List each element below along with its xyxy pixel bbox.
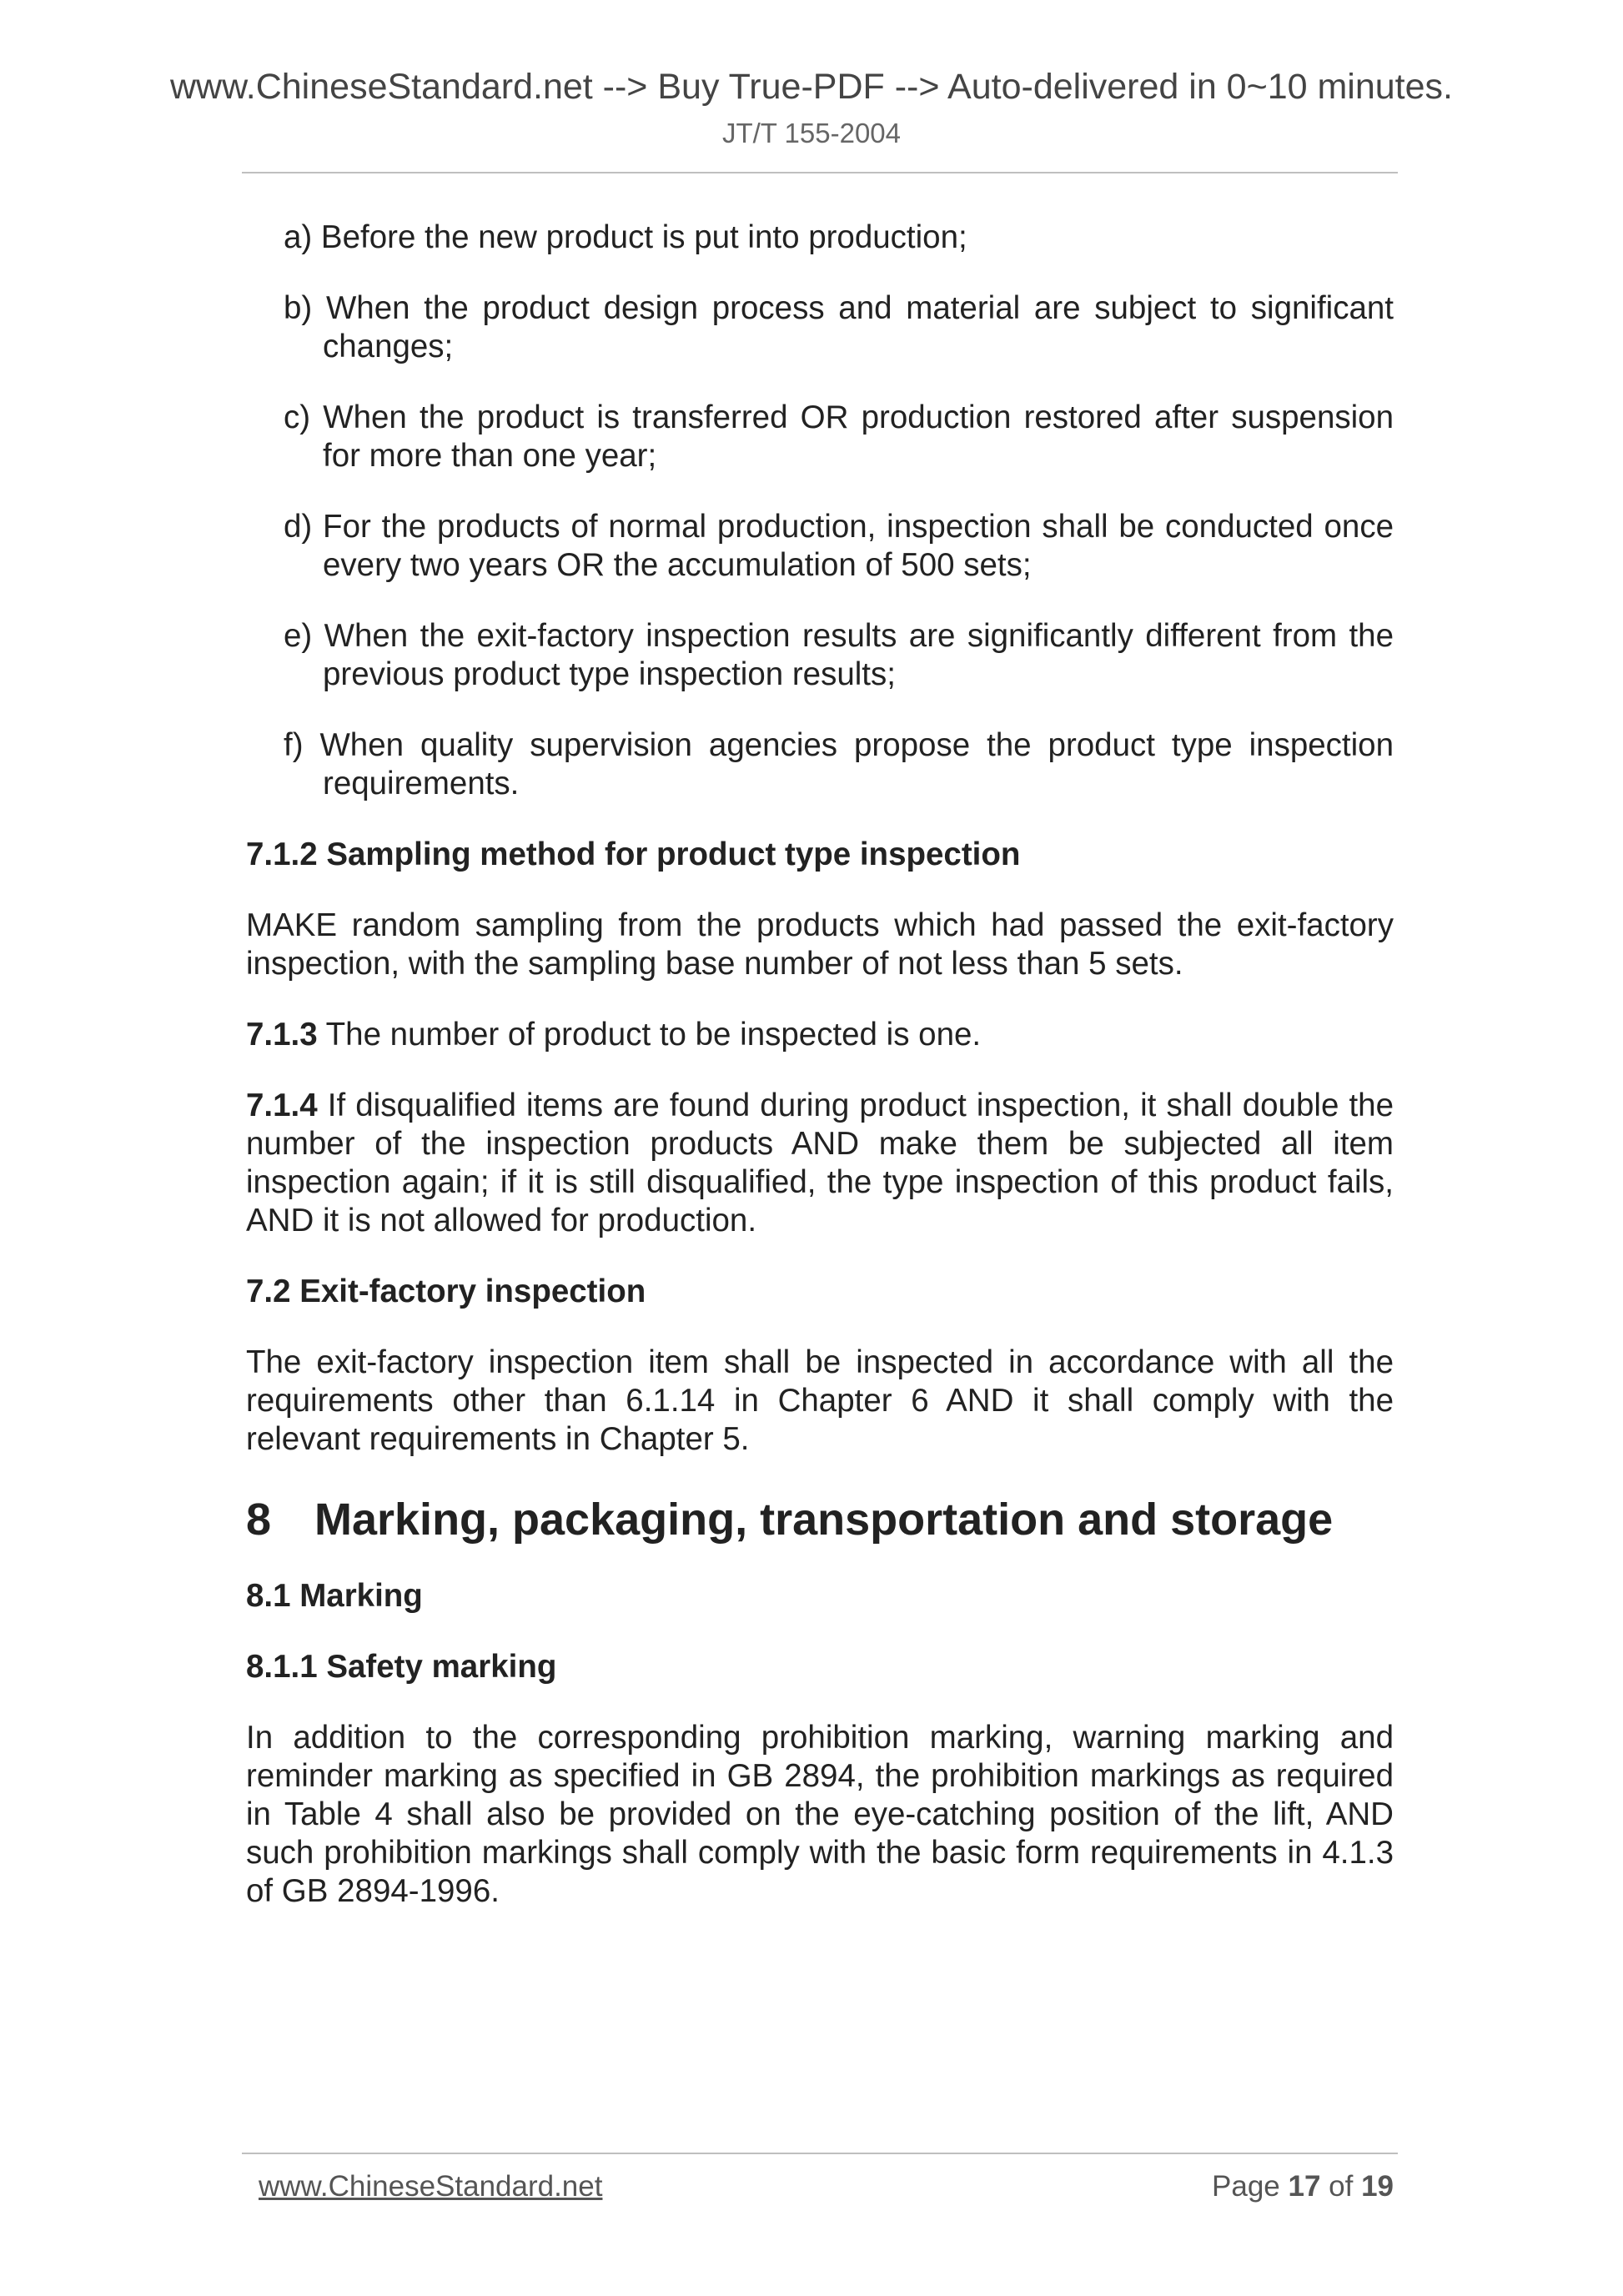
paragraph-7-1-2: MAKE random sampling from the products which had passed the exit-factory inspection, with the sampling base number of not less than 5 sets. [246,907,1394,982]
page-total: 19 [1361,2170,1394,2203]
page-current: 17 [1288,2170,1321,2203]
document-id: JT/T 155-2004 [721,118,902,148]
chapter-heading-8 [246,1494,1394,1545]
paragraph-8-1-1: In addition to the corresponding prohibition marking, warning marking and reminder marking as specified in GB 2894, the prohibition markings as required in Table 4 shall also be provided on the eye-catching position of the lift, AND such prohibition markings shall comply with the basic form requirements in 4.1.3 of GB 2894-1996. [246,1720,1394,1909]
paragraph-7-1-4 [246,1087,1394,1240]
list-item: b) When the product design process and material are subject to significant changes; [284,290,1394,364]
list-item: d) For the products of normal production, inspection shall be conducted once every two years OR the accumulation of 500 sets; [284,509,1394,583]
section-heading-7-2: 7.2 Exit-factory inspection [246,1274,646,1309]
chapter-number: 8 [246,1495,272,1545]
paragraph-7-1-3 [246,1016,1394,1054]
section-heading-7-1-2: 7.1.2 Sampling method for product type inspection [246,837,1021,872]
page-number [1212,2170,1394,2203]
page-of: of [1320,2170,1362,2203]
page-prefix: Page [1212,2170,1289,2203]
chapter-title: Marking, packaging, transportation and storage [314,1495,1334,1545]
clause-text: If disqualified items are found during product inspection, it shall double the number of the inspection products AND make them be subjected all item inspection again; if it is still disqualified, the type inspection of this product fails, AND it is not allowed for production. [246,1088,1394,1238]
list-item: e) When the exit-factory inspection results are significantly different from the previous product type inspection results; [284,618,1394,692]
paragraph-7-2: The exit-factory inspection item shall be inspected in accordance with all the requirements other than 6.1.14 in Chapter 6 AND it shall comply with the relevant requirements in Chapter 5. [246,1344,1394,1457]
header-banner: www.ChineseStandard.net --> Buy True-PDF --> Auto-delivered in 0~10 minutes. [169,67,1453,107]
header-divider [242,172,1398,173]
list-item: c) When the product is transferred OR production restored after suspension for more than one year; [284,399,1394,474]
list-item: f) When quality supervision agencies propose the product type inspection requirements. [284,727,1394,801]
section-heading-8-1: 8.1 Marking [246,1578,423,1614]
footer-divider [242,2153,1398,2154]
page-footer [242,2170,1398,2212]
clause-number: 7.1.3 [246,1017,318,1053]
section-heading-8-1-1: 8.1.1 Safety marking [246,1649,557,1685]
footer-site-link[interactable]: www.ChineseStandard.net [259,2170,603,2203]
clause-text: The number of product to be inspected is one. [317,1017,982,1053]
list-item: a) Before the new product is put into production; [284,219,967,255]
page-content [246,219,1394,1943]
clause-number: 7.1.4 [246,1088,318,1123]
